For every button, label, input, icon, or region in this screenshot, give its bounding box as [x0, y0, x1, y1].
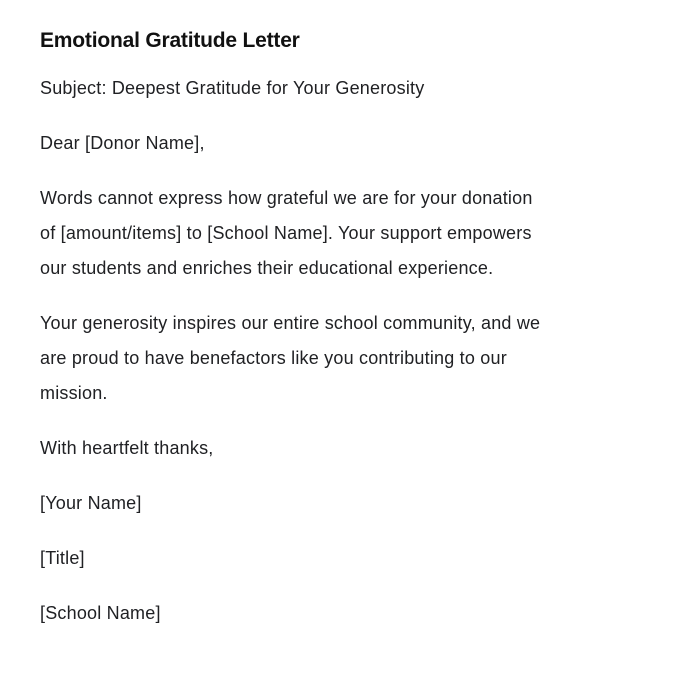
- signature-school: [40, 596, 640, 631]
- closing-line-text: With heartfelt thanks,: [40, 438, 214, 458]
- signature-title: [40, 541, 640, 576]
- body-paragraph-2-line-3: mission.: [40, 383, 108, 403]
- body-paragraph-2-line-1: Your generosity inspires our entire school community, and we: [40, 313, 541, 333]
- body-paragraph-1-line-1: Words cannot express how grateful we are for your donation: [40, 188, 533, 208]
- body-paragraph-2-line-2: are proud to have benefactors like you contributing to our: [40, 348, 507, 368]
- body-paragraph-1: [40, 181, 640, 286]
- signature-school-text: [School Name]: [40, 603, 161, 623]
- signature-name: [40, 486, 640, 521]
- signature-name-text: [Your Name]: [40, 493, 142, 513]
- body-paragraph-1-line-3: our students and enriches their educational experience.: [40, 258, 494, 278]
- body-paragraph-2: [40, 306, 640, 411]
- subject-line: [40, 71, 640, 106]
- page-title: Emotional Gratitude Letter: [40, 29, 300, 52]
- subject-line-text: Subject: Deepest Gratitude for Your Generosity: [40, 78, 425, 98]
- signature-title-text: [Title]: [40, 548, 85, 568]
- closing-line: [40, 431, 640, 466]
- body-paragraph-1-line-2: of [amount/items] to [School Name]. Your support empowers: [40, 223, 532, 243]
- salutation-text: Dear [Donor Name],: [40, 133, 205, 153]
- salutation: [40, 126, 640, 161]
